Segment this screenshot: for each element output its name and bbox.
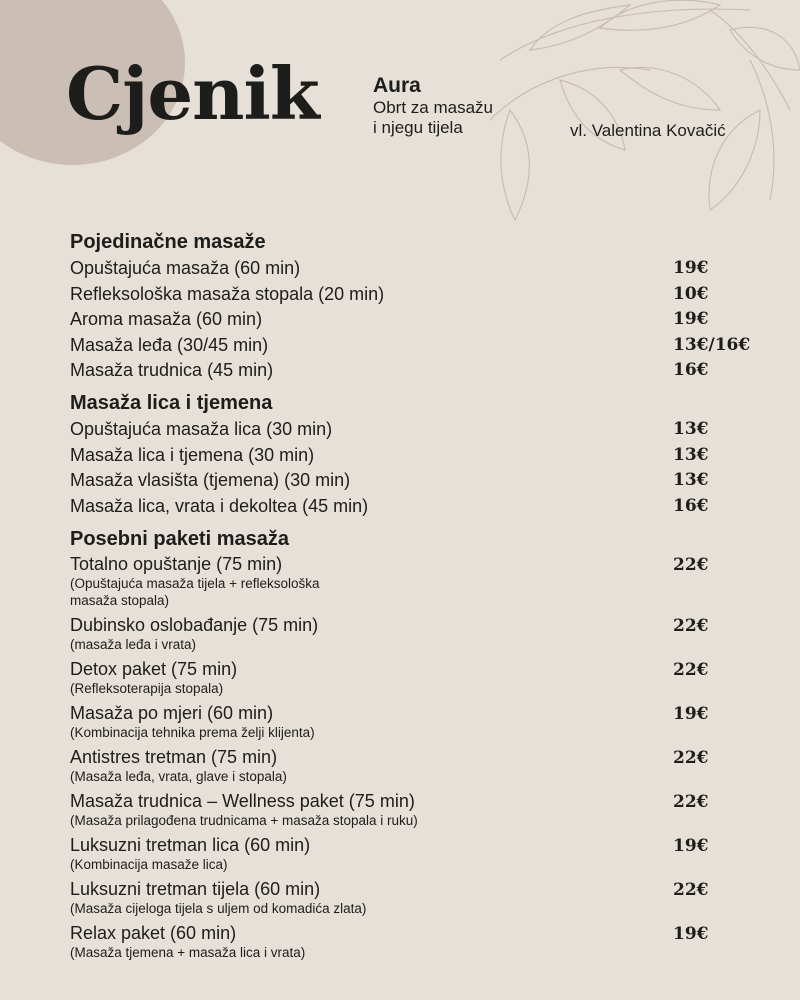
brand-tagline-2: i njegu tijela [373,117,463,137]
item-name: Masaža lica, vrata i dekoltea (45 min) [70,495,369,516]
section-individual-massages [70,228,750,384]
item-name: Aroma masaža (60 min) [70,309,263,330]
item-name: Masaža trudnica (45 min) [70,360,274,381]
item-name: Masaža lica i tjemena (30 min) [70,444,315,465]
list-item [70,443,750,469]
item-name: Masaža po mjeri (60 min) [70,703,274,724]
item-description: (Kombinacija masaže lica) [70,857,228,873]
item-name: Antistres tretman (75 min) [70,747,278,768]
item-price: 22€ [673,792,709,813]
section-face-scalp-massages [70,389,750,519]
list-item [70,658,750,697]
list-item [70,878,750,917]
section-title: Masaža lica i tjemena [70,391,273,414]
item-description: (Masaža prilagođena trudnicama + masaža stopala i ruku) [70,813,418,829]
item-name: Luksuzni tretman tijela (60 min) [70,879,321,900]
item-price: 13€/16€ [673,334,751,355]
item-price: 22€ [673,616,709,637]
item-price: 13€ [673,470,709,491]
item-price: 22€ [673,880,709,901]
list-item [70,307,750,333]
item-name: Luksuzni tretman lica (60 min) [70,835,311,856]
section-special-packages [70,525,750,961]
item-description: (Masaža tjemena + masaža lica i vrata) [70,945,306,961]
list-item [70,702,750,741]
item-description: (Opuštajuća masaža tijela + refleksološka [70,576,320,592]
list-item [70,468,750,494]
item-name: Detox paket (75 min) [70,659,238,680]
section-title: Posebni paketi masaža [70,528,289,551]
brand-name: Aura [373,74,421,97]
item-price: 16€ [673,495,709,516]
item-price: 22€ [673,660,709,681]
list-item [70,282,750,308]
item-description: (Masaža cijeloga tijela s uljem od komadića zlata) [70,901,367,917]
list-item [70,834,750,873]
list-item [70,494,750,520]
item-description: (Masaža leđa, vrata, glave i stopala) [70,769,287,785]
list-item [70,614,750,653]
owner-name: vl. Valentina Kovačić [570,121,726,140]
list-item [70,333,750,359]
item-price: 13€ [673,444,709,465]
section-title: Pojedinačne masaže [70,231,266,253]
item-name: Opuštajuća masaža lica (30 min) [70,418,333,439]
item-price: 19€ [673,309,709,330]
list-item [70,790,750,829]
list-item [70,256,750,282]
item-price: 19€ [673,704,709,725]
item-price: 19€ [673,836,709,857]
item-description: (Refleksoterapija stopala) [70,681,224,697]
page-title: Cjenik [66,51,319,136]
list-item [70,417,750,443]
item-name: Totalno opuštanje (75 min) [70,554,283,575]
brand-tagline-1: Obrt za masažu [373,98,493,118]
item-name: Dubinsko oslobađanje (75 min) [70,615,319,636]
list-item [70,746,750,785]
item-price: 16€ [673,360,709,381]
item-description: (Kombinacija tehnika prema želji klijenta) [70,725,315,741]
brand-block [373,74,493,137]
item-price: 10€ [673,283,709,304]
item-name: Masaža trudnica – Wellness paket (75 min) [70,791,415,812]
list-item [70,358,750,384]
item-price: 22€ [673,555,709,576]
item-description: (masaža leđa i vrata) [70,637,197,653]
item-name: Masaža leđa (30/45 min) [70,334,269,355]
item-name: Refleksološka masaža stopala (20 min) [70,283,385,304]
item-price: 19€ [673,258,709,278]
leaf-branch-icon [470,0,800,230]
item-description: masaža stopala) [70,593,170,609]
list-item [70,553,750,609]
item-price: 19€ [673,924,709,945]
item-name: Opuštajuća masaža (60 min) [70,258,301,278]
list-item [70,922,750,961]
item-price: 13€ [673,418,709,439]
price-list [70,228,750,966]
item-price: 22€ [673,748,709,769]
item-name: Masaža vlasišta (tjemena) (30 min) [70,470,351,491]
item-name: Relax paket (60 min) [70,923,237,944]
